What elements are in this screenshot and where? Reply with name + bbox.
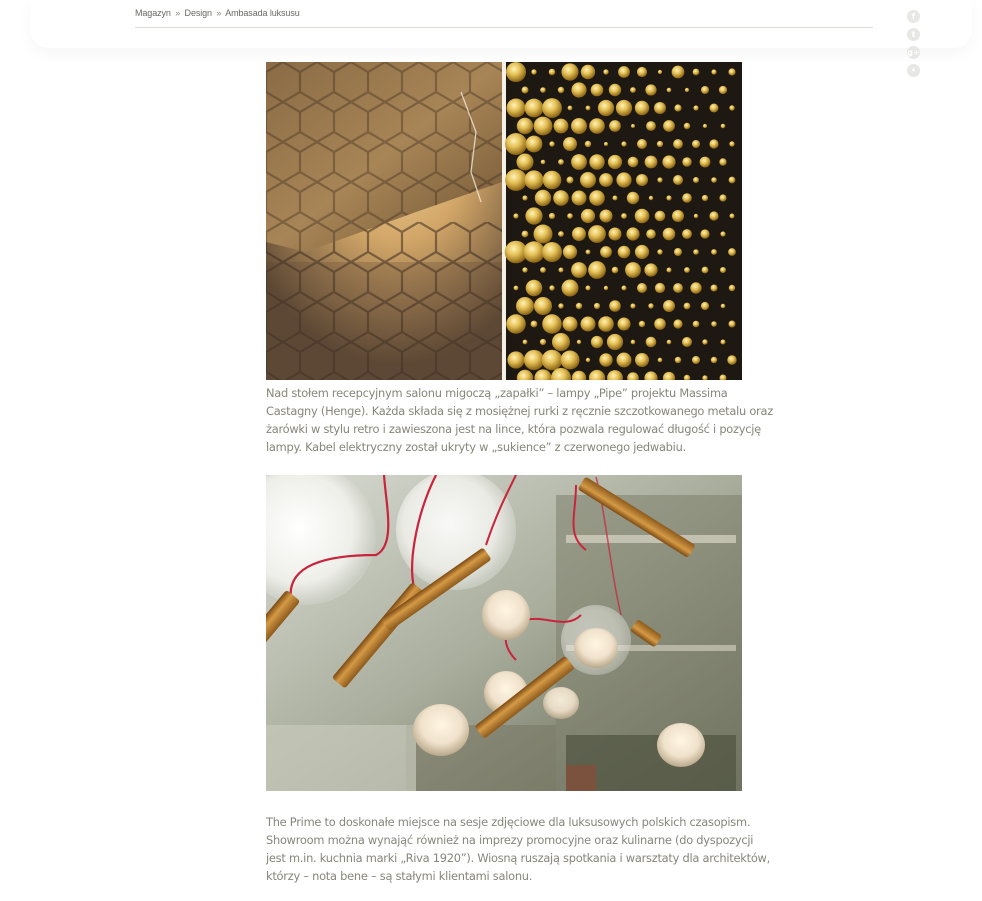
brass-disc — [655, 283, 665, 293]
brass-disc — [711, 249, 717, 255]
brass-disc — [684, 123, 690, 129]
brass-disc — [506, 314, 526, 334]
brass-disc — [586, 106, 591, 111]
brass-disc — [616, 172, 631, 187]
brass-disc — [654, 318, 666, 330]
brass-disc — [558, 87, 564, 93]
brass-disc — [635, 353, 649, 367]
brass-disc — [711, 321, 717, 327]
brass-disc — [581, 65, 595, 79]
brass-disc — [728, 68, 735, 75]
brass-disc — [690, 282, 701, 293]
brass-disc — [662, 155, 675, 168]
brass-disc — [594, 303, 600, 309]
brass-disc — [540, 267, 546, 273]
brass-disc — [506, 62, 526, 82]
brass-disc — [684, 267, 690, 273]
brass-disc — [507, 99, 526, 118]
brass-disc — [635, 209, 650, 224]
brass-disc — [553, 190, 569, 206]
brass-disc — [543, 171, 562, 190]
brass-disc — [721, 124, 726, 129]
brass-disc — [702, 339, 707, 344]
facebook-icon[interactable]: f — [907, 10, 920, 23]
brass-disc — [517, 154, 534, 171]
brass-disc — [576, 303, 582, 309]
brass-disc — [522, 195, 527, 200]
caption-line: Castagny (Henge). Każda składa się z mosiężnej rurki z ręcznie szczotkowanego metalu oraz — [266, 404, 773, 418]
breadcrumb-separator: » — [216, 8, 222, 18]
brass-disc — [728, 248, 736, 256]
brass-disc — [657, 141, 663, 147]
brass-disc — [549, 213, 555, 219]
brass-disc — [719, 158, 726, 165]
brass-disc — [631, 340, 636, 345]
caption-line: Showroom można wynająć również na imprezy promocyjne oraz kulinarne (do dyspozycji — [266, 833, 754, 847]
breadcrumb-magazyn[interactable]: Magazyn — [135, 8, 171, 18]
pipe-lamps-image — [266, 475, 742, 791]
brass-disc — [598, 316, 614, 332]
brass-disc — [694, 214, 698, 218]
brass-disc — [729, 285, 735, 291]
google-plus-icon[interactable]: g+ — [907, 46, 920, 59]
brass-disc — [522, 267, 527, 272]
brass-disc — [599, 353, 612, 366]
brass-disc — [682, 337, 692, 347]
brass-disc — [721, 340, 726, 345]
brass-disc — [646, 121, 656, 131]
brass-disc — [649, 196, 653, 200]
brass-disc — [524, 170, 543, 189]
brass-disc — [693, 69, 700, 76]
caption-line: jest m.in. kuchnia marki „Riva 1920”). Wiosną ruszają spotkania i warsztaty dla architektów, — [266, 851, 770, 865]
brass-disc — [666, 195, 671, 200]
brass-disc — [526, 280, 543, 297]
brass-disc — [567, 213, 573, 219]
brass-disc — [598, 100, 614, 116]
brass-disc — [628, 157, 639, 168]
brass-disc — [604, 286, 608, 290]
brass-disc — [721, 304, 726, 309]
brass-disc — [588, 225, 606, 243]
brass-disc — [613, 196, 618, 201]
brass-disc — [534, 297, 552, 315]
brass-disc — [600, 210, 613, 223]
brass-disc — [586, 286, 591, 291]
brass-disc — [588, 261, 606, 279]
brass-disc — [559, 268, 564, 273]
brass-disc — [709, 139, 718, 148]
brass-disc — [663, 120, 675, 132]
brass-disc — [549, 69, 556, 76]
brass-disc — [612, 267, 619, 274]
brass-disc — [581, 317, 596, 332]
brass-disc — [541, 160, 546, 165]
breadcrumb-current[interactable]: Ambasada luksusu — [225, 8, 300, 18]
brass-disc — [674, 248, 682, 256]
brass-disc — [636, 174, 648, 186]
brass-disc — [693, 105, 698, 110]
brass-disc — [682, 157, 691, 166]
brass-disc — [702, 195, 708, 201]
brass-disc — [684, 303, 691, 310]
brass-disc — [604, 142, 608, 146]
brass-disc — [667, 268, 672, 273]
share-icon[interactable]: • — [907, 64, 920, 77]
brass-disc — [525, 207, 542, 224]
brass-disc — [571, 154, 587, 170]
brass-disc — [523, 340, 528, 345]
brass-disc — [673, 175, 683, 185]
brass-disc — [517, 118, 533, 134]
brass-disc — [552, 333, 570, 351]
brass-disc — [730, 214, 735, 219]
brass-disc — [580, 172, 596, 188]
brass-disc — [626, 227, 639, 240]
brass-disc — [542, 350, 563, 371]
social-share-bar — [907, 10, 921, 82]
brass-disc — [505, 133, 527, 155]
brass-disc — [621, 141, 626, 146]
brass-disc — [586, 358, 590, 362]
brass-disc — [526, 136, 543, 153]
brass-disc — [609, 84, 621, 96]
brass-disc — [571, 118, 587, 134]
brass-disc — [542, 242, 562, 262]
brass-disc — [585, 141, 591, 147]
brass-disc — [657, 177, 662, 182]
brass-disc — [655, 211, 666, 222]
brass-disc — [572, 227, 586, 241]
brass-disc — [554, 119, 569, 134]
brass-disc — [672, 66, 685, 79]
brass-disc — [513, 213, 518, 218]
brass-disc — [507, 351, 524, 368]
brass-disc — [646, 337, 657, 348]
brass-disc — [658, 70, 662, 74]
brass-disc — [591, 336, 603, 348]
brass-disc — [663, 228, 676, 241]
brass-disc — [729, 321, 736, 328]
reception-lamp-photo[interactable] — [266, 62, 742, 380]
brass-disc — [682, 229, 692, 239]
brass-disc — [563, 245, 577, 259]
brass-disc — [685, 88, 689, 92]
brass-disc — [692, 356, 700, 364]
brass-disc — [572, 191, 587, 206]
brass-disc — [700, 157, 711, 168]
brass-disc — [630, 303, 635, 308]
brass-disc — [618, 318, 631, 331]
brass-disc — [589, 190, 605, 206]
brass-disc — [645, 156, 658, 169]
brass-disc — [618, 246, 631, 259]
brass-disc — [644, 263, 657, 276]
brass-disc — [589, 118, 605, 134]
brass-disc — [729, 177, 736, 184]
brass-disc — [609, 228, 622, 241]
brass-disc — [563, 317, 578, 332]
brass-disc — [682, 193, 692, 203]
brass-disc — [673, 283, 683, 293]
brass-disc — [542, 314, 562, 334]
brass-disc — [627, 192, 639, 204]
brass-disc — [625, 262, 641, 278]
brass-disc — [693, 321, 700, 328]
brass-disc — [673, 139, 683, 149]
brass-disc — [709, 211, 718, 220]
brass-disc — [558, 303, 563, 308]
brass-disc — [609, 300, 621, 312]
brass-disc — [719, 86, 727, 94]
brass-disc — [516, 297, 534, 315]
brass-disc — [635, 101, 649, 115]
brass-disc — [558, 231, 564, 237]
brass-disc — [607, 334, 623, 350]
caption-line: Nad stołem recepcyjnym salonu migoczą „zapałki” – lampy „Pipe” projektu Massima — [266, 386, 728, 400]
brass-disc — [657, 249, 662, 254]
brass-disc — [635, 245, 649, 259]
brass-disc — [637, 139, 647, 149]
brass-disc — [525, 99, 544, 118]
brass-disc — [617, 353, 632, 368]
brass-disc — [591, 84, 604, 97]
brass-disc — [645, 84, 656, 95]
brass-disc — [616, 100, 632, 116]
brass-disc — [711, 357, 717, 363]
brass-disc — [674, 104, 681, 111]
brass-disc — [524, 350, 544, 370]
breadcrumb — [135, 8, 300, 18]
brass-disc — [608, 155, 622, 169]
brass-disc — [567, 177, 574, 184]
header-divider — [135, 27, 873, 28]
brass-disc — [535, 190, 551, 206]
brass-disc — [630, 87, 636, 93]
brass-disc — [609, 120, 621, 132]
brass-disc — [534, 117, 553, 136]
twitter-icon[interactable]: t — [907, 28, 920, 41]
brass-disc — [563, 137, 577, 151]
breadcrumb-separator: » — [175, 8, 181, 18]
brass-disc — [549, 285, 554, 290]
brass-disc — [562, 280, 579, 297]
brass-disc — [720, 267, 726, 273]
brass-disc — [621, 213, 627, 219]
brass-disc — [561, 351, 580, 370]
brass-disc — [703, 124, 707, 128]
brass-disc — [701, 86, 709, 94]
brass-disc — [667, 88, 672, 93]
brass-disc — [701, 302, 709, 310]
brass-disc — [658, 358, 663, 363]
brass-disc — [561, 63, 578, 80]
brass-disc — [646, 229, 656, 239]
brass-disc — [729, 105, 734, 110]
brass-disc — [522, 87, 529, 94]
brass-disc — [622, 286, 627, 291]
brass-disc — [700, 229, 709, 238]
brass-disc — [581, 209, 595, 223]
brass-disc — [693, 177, 699, 183]
brass-disc — [577, 340, 581, 344]
brass-disc — [719, 194, 726, 201]
brass-disc — [711, 285, 718, 292]
brass-disc — [727, 355, 736, 364]
brass-disc — [534, 225, 553, 244]
brass-disc — [542, 98, 562, 118]
brass-disc — [654, 102, 666, 114]
caption-line: The Prime to doskonałe miejsce na sesje zdjęciowe dla luksusowych polskich czasopism. — [266, 815, 751, 829]
brass-disc — [600, 246, 612, 258]
brass-disc — [571, 262, 587, 278]
brass-disc — [729, 141, 734, 146]
breadcrumb-design[interactable]: Design — [184, 8, 212, 18]
brass-disc — [672, 210, 684, 222]
brass-disc — [523, 241, 544, 262]
brass-disc — [540, 87, 546, 93]
caption-line: lampy. Kabel elektryczny został ukryty w „sukience” z czerwonego jedwabiu. — [266, 440, 686, 454]
brass-disc — [693, 249, 699, 255]
brass-disc — [603, 69, 608, 74]
brass-disc — [589, 154, 604, 169]
brass-disc — [531, 321, 538, 328]
brass-disc — [558, 159, 564, 165]
reception-lamp-image — [266, 62, 742, 380]
brass-disc — [675, 357, 681, 363]
brass-disc — [586, 250, 591, 255]
brass-disc — [720, 231, 725, 236]
brass-disc — [514, 286, 519, 291]
brass-disc — [599, 173, 613, 187]
brass-disc — [702, 267, 709, 274]
caption-line: żarówki w stylu retro i zawieszona jest na lince, która pozwala regulować długość i pozycję — [266, 422, 761, 436]
reception-lamp-caption — [266, 384, 773, 456]
brass-disc — [631, 124, 635, 128]
brass-disc — [618, 66, 630, 78]
brass-disc — [667, 340, 672, 345]
brass-disc — [549, 141, 554, 146]
brass-disc — [505, 169, 527, 191]
caption-line: którzy – nota bene – są stałymi klientami salonu. — [266, 869, 533, 883]
brass-disc — [711, 69, 716, 74]
brass-disc — [637, 67, 647, 77]
brass-disc — [673, 319, 682, 328]
brass-disc — [639, 321, 645, 327]
brass-disc — [522, 231, 529, 238]
showroom-caption — [266, 813, 770, 885]
brass-disc — [568, 106, 573, 111]
brass-disc — [571, 82, 586, 97]
brass-disc — [692, 140, 700, 148]
pipe-lamps-photo[interactable] — [266, 475, 742, 791]
brass-disc — [637, 283, 647, 293]
brass-disc — [540, 339, 546, 345]
brass-disc — [711, 177, 717, 183]
brass-disc — [648, 303, 653, 308]
brass-disc — [663, 300, 675, 312]
brass-disc — [710, 104, 719, 113]
brass-disc — [531, 69, 536, 74]
